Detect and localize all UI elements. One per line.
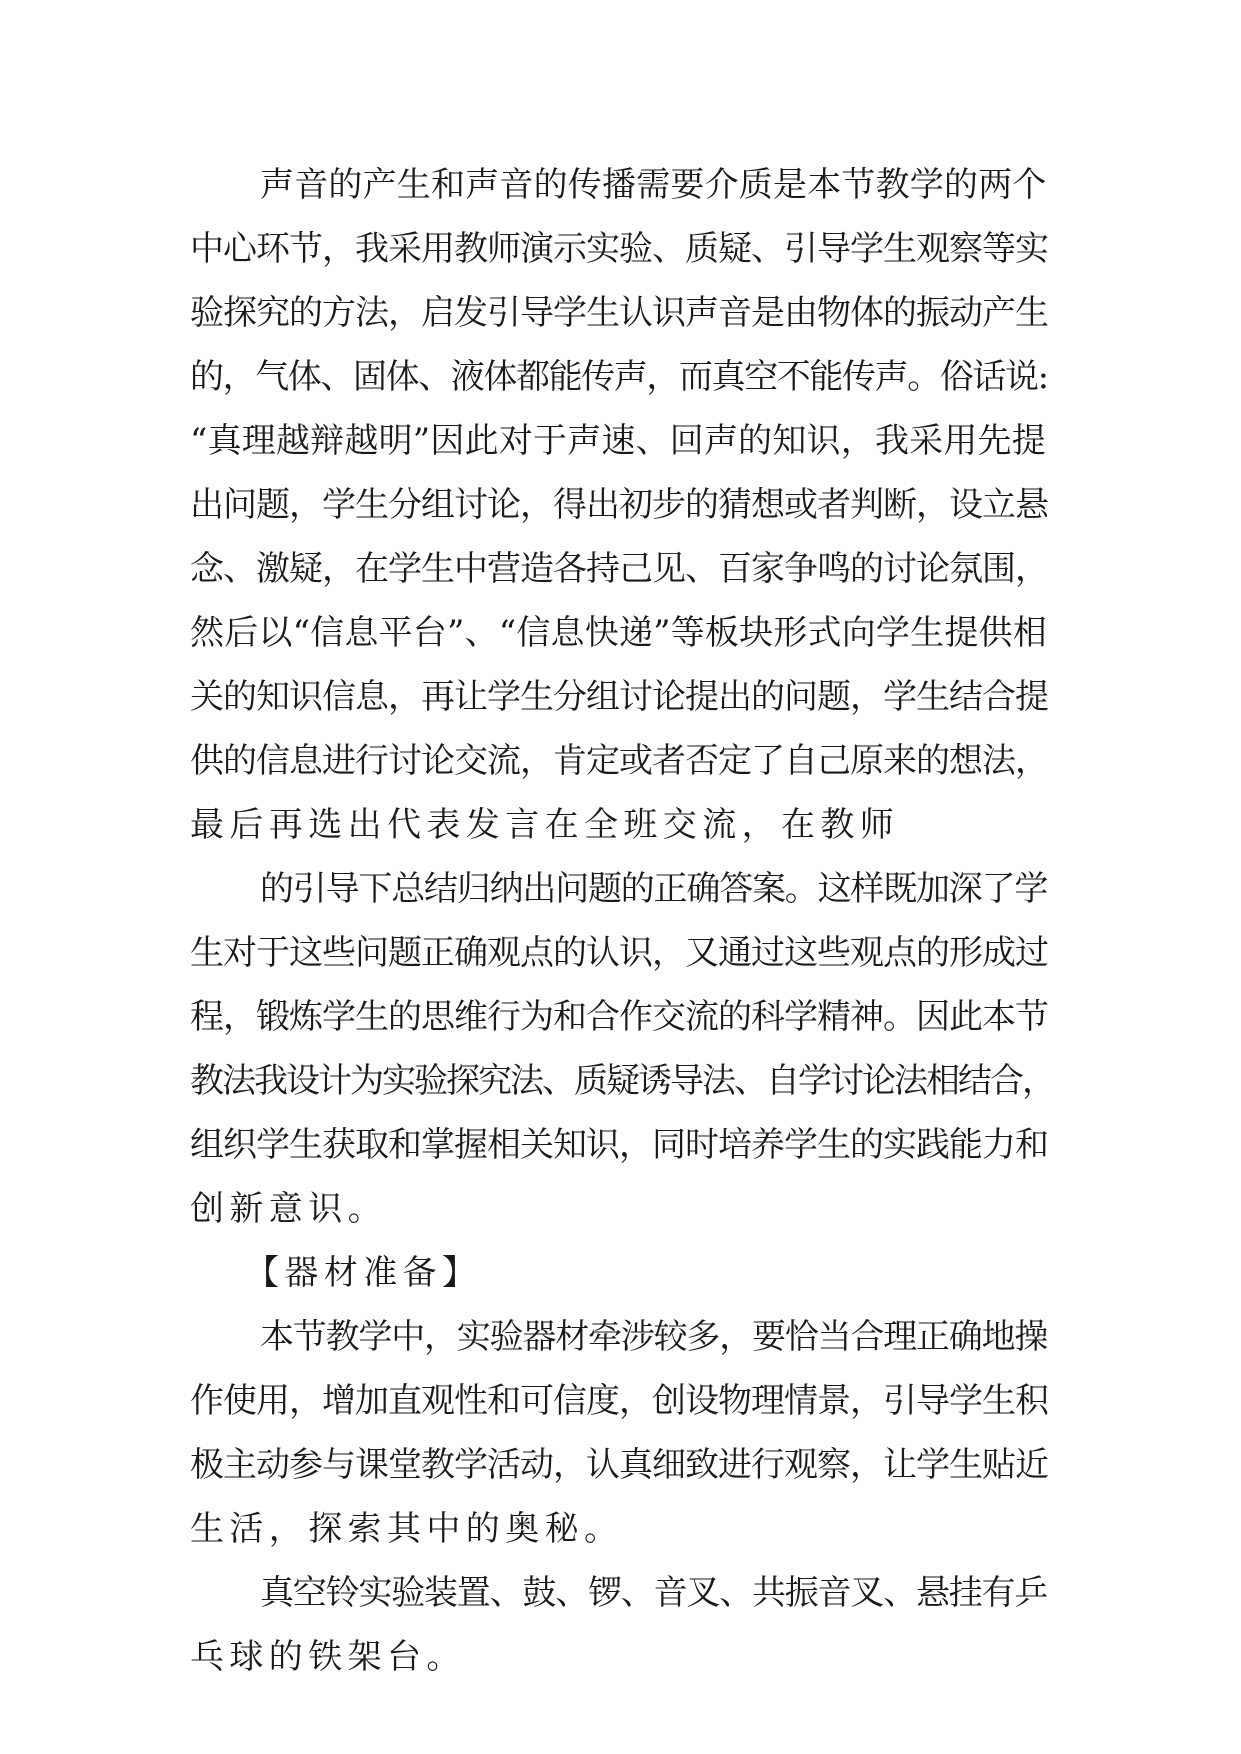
paragraph-line: 声音的产生和声音的传播需要介质是本节教学的两个 (260, 165, 1047, 205)
paragraph-line: “真理越辩越明”因此对于声速、回声的知识，我采用先提 (190, 421, 1046, 461)
paragraph-line: 最后再选出代表发言在全班交流，在教师 (190, 805, 900, 845)
paragraph-line: 然后以“信息平台”、“信息快递”等板块形式向学生提供相 (190, 613, 1047, 653)
paragraph-line: 供的信息进行讨论交流，肯定或者否定了自己原来的想法， (190, 741, 1048, 781)
paragraph-line: 念、激疑，在学生中营造各持己见、百家争鸣的讨论氛围， (190, 549, 1048, 589)
paragraph-line: 中心环节，我采用教师演示实验、质疑、引导学生观察等实 (190, 229, 1048, 269)
paragraph-line: 作使用，增加直观性和可信度，创设物理情景，引导学生积 (190, 1381, 1048, 1421)
paragraph-line: 的，气体、固体、液体都能传声，而真空不能传声。俗话说: (190, 357, 1048, 397)
section-heading: 【器材准备】 (245, 1253, 482, 1293)
paragraph-line: 的引导下总结归纳出问题的正确答案。这样既加深了学 (260, 869, 1048, 909)
paragraph-line: 本节教学中，实验器材牵涉较多，要恰当合理正确地操 (260, 1317, 1048, 1357)
paragraph-line: 生对于这些问题正确观点的认识，又通过这些观点的形成过 (190, 933, 1048, 973)
paragraph-line: 真空铃实验装置、鼓、锣、音叉、共振音叉、悬挂有乒 (260, 1573, 1048, 1613)
paragraph-line: 乓球的铁架台。 (190, 1637, 466, 1677)
paragraph-line: 生活，探索其中的奥秘。 (190, 1509, 624, 1549)
document-body (190, 153, 1054, 1689)
paragraph-line: 极主动参与课堂教学活动，认真细致进行观察，让学生贴近 (190, 1445, 1048, 1485)
paragraph-line: 验探究的方法，启发引导学生认识声音是由物体的振动产生 (190, 293, 1048, 333)
paragraph-line: 程，锻炼学生的思维行为和合作交流的科学精神。因此本节 (190, 997, 1048, 1037)
paragraph-line: 组织学生获取和掌握相关知识，同时培养学生的实践能力和 (190, 1125, 1048, 1165)
paragraph-line: 出问题，学生分组讨论，得出初步的猜想或者判断，设立悬 (190, 485, 1048, 525)
paragraph-line: 创新意识。 (190, 1189, 387, 1229)
paragraph-line: 教法我设计为实验探究法、质疑诱导法、自学讨论法相结合， (190, 1061, 1054, 1101)
paragraph-line: 关的知识信息，再让学生分组讨论提出的问题，学生结合提 (190, 677, 1048, 717)
